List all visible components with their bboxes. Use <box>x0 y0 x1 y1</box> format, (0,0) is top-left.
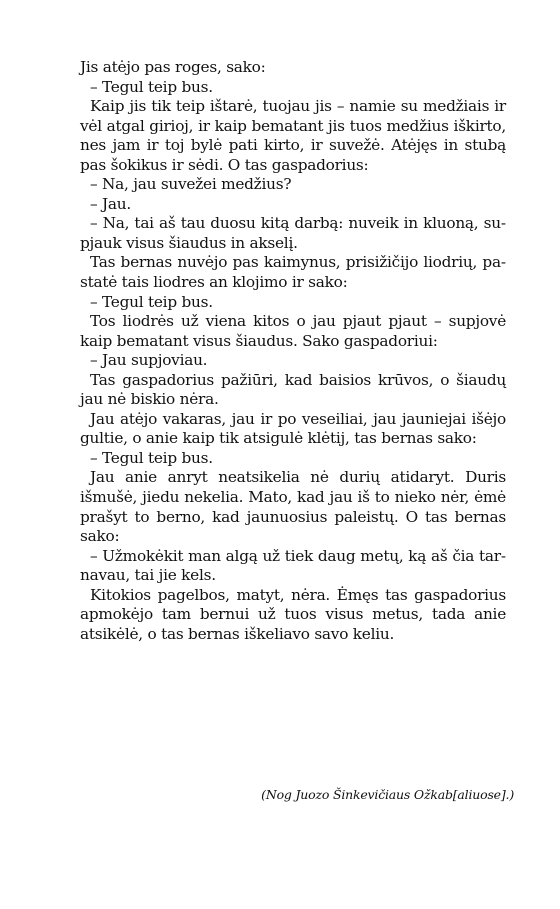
paragraph-12: Jau atėjo vakaras, jau ir po veseiliai, jau jauniejai išėjo gultie, o anie kaip tik atsigulė klėtij, tas bernas sako: <box>80 409 506 448</box>
paragraph-8: – Tegul teip bus. <box>90 292 213 311</box>
source-attribution: (Nog Juozo Šinkevičiaus Ožkab[aliuose].) <box>261 787 514 802</box>
paragraph-16: Kitokios pagelbos, matyt, nėra. Ėmęs tas gaspadorius apmokėjo tam bernui už tuos visus metus, tada anie atsikėlė, o tas bernas iškeliavo savo keliu. <box>80 585 506 643</box>
paragraph-2: – Tegul teip bus. <box>90 77 213 96</box>
paragraph-3: Kaip jis tik teip ištarė, tuojau jis – namie su medžiais ir vėl atgal girioj, ir kaip bematant jis tuos medžius iškirto, nes jam ir toj bylė pati kirto, ir suvežė. Atėjęs in stubą pas šokikus ir sėdi. O tas gaspadorius: <box>80 97 506 174</box>
paragraph-4: – Na, jau suvežei medžius? <box>90 175 292 194</box>
page-text-body <box>80 58 506 644</box>
paragraph-6: – Na, tai aš tau duosu kitą darbą: nuveik in kluoną, supjauk visus šiaudus in akselį. <box>80 214 506 252</box>
paragraph-13: – Tegul teip bus. <box>90 448 213 467</box>
paragraph-14: Jau anie anryt neatsikelia nė durių atidaryt. Duris išmušė, jiedu nekelia. Mato, kad jau iš to nieko nėr, ėmė prašyt to berno, kad jaunuosius paleistų. O tas bernas sako: <box>80 468 506 546</box>
paragraph-7: Tas bernas nuvėjo pas kaimynus, prisižičijo liodrių, pastatė tais liodres an klojimo ir sako: <box>80 253 506 292</box>
paragraph-1: Jis atėjo pas roges, sako: <box>80 58 266 76</box>
paragraph-10: – Jau supjoviau. <box>90 351 208 370</box>
paragraph-9: Tos liodrės už viena kitos o jau pjaut pjaut – supjovė kaip bematant visus šiaudus. Sako gaspadoriui: <box>80 312 506 350</box>
paragraph-11: Tas gaspadorius pažiūri, kad baisios krūvos, o šiaudų jau nė biskio nėra. <box>80 370 506 409</box>
paragraph-5: – Jau. <box>90 194 131 213</box>
paragraph-15: – Užmokėkit man algą už tiek daug metų, ką aš čia tarnavau, tai jie kels. <box>80 546 506 585</box>
